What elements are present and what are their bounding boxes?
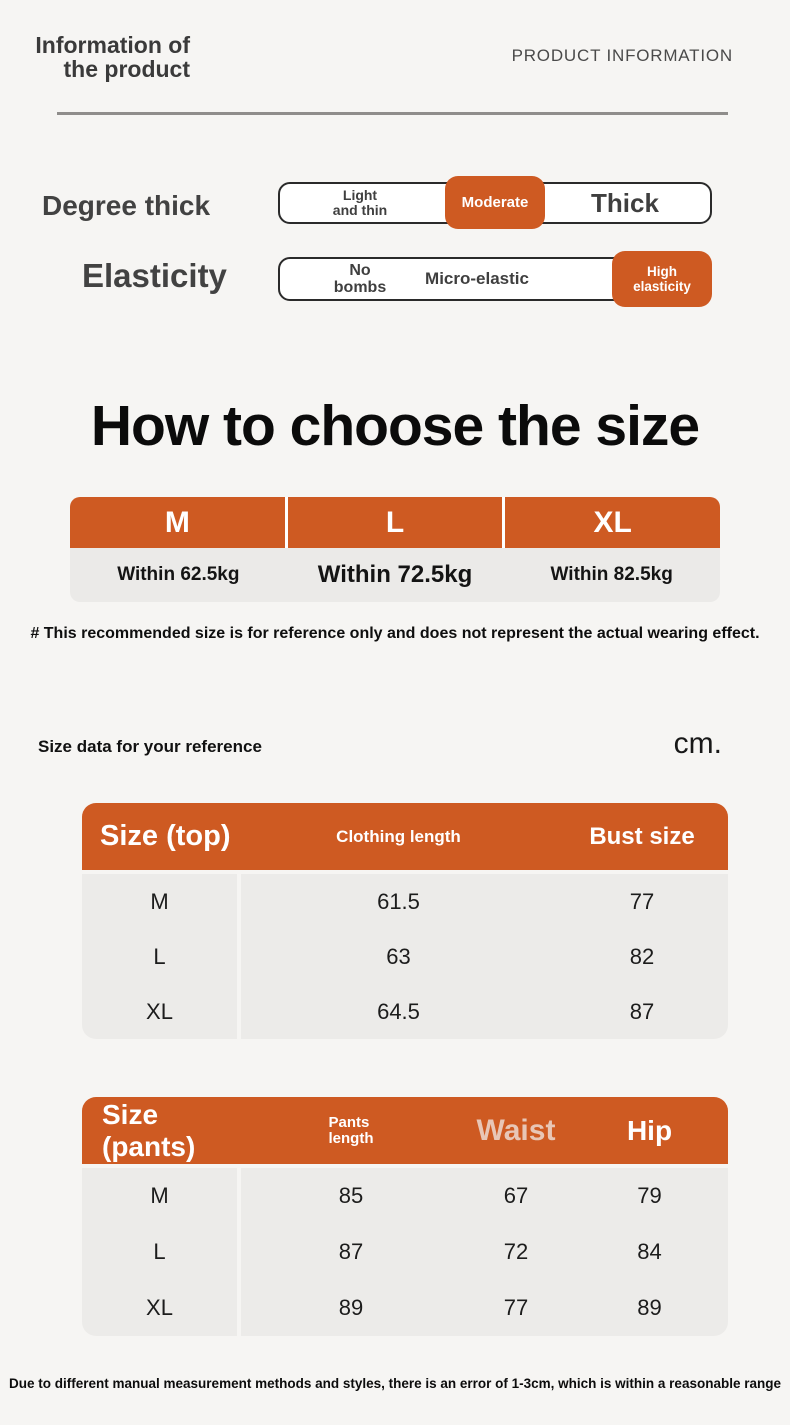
thickness-selected-moderate[interactable]: Moderate — [445, 176, 545, 229]
size-cell: L — [153, 1239, 166, 1264]
weight-value-l: Within 72.5kg — [317, 561, 473, 588]
hip-header: Hip — [626, 1114, 673, 1146]
page-title — [28, 33, 190, 81]
weight-size-table — [70, 497, 720, 602]
thickness-option-light-line1: Light — [342, 187, 378, 203]
elasticity-selected-high[interactable] — [612, 251, 712, 307]
size-cell: M — [150, 1183, 169, 1208]
weight-value-xl: Within 82.5kg — [550, 564, 673, 585]
length-cell: 89 — [338, 1295, 364, 1320]
thickness-option-thick[interactable]: Thick — [591, 187, 659, 218]
elasticity-label: Elasticity — [82, 257, 227, 294]
thickness-option-light[interactable] — [280, 184, 440, 222]
pants-length-header — [241, 1115, 461, 1147]
bust-size-header: Bust size — [589, 822, 695, 850]
bust-cell: 77 — [629, 888, 655, 914]
size-cell: XL — [146, 998, 173, 1024]
unit-label: cm. — [673, 727, 722, 760]
weight-header-xl: XL — [502, 497, 720, 548]
pants-length-header-line1: Pants — [328, 1113, 370, 1131]
pants-size-table — [82, 1097, 728, 1336]
pants-size-table-header — [82, 1097, 728, 1164]
bust-cell: 87 — [629, 998, 655, 1024]
weight-size-table-body — [70, 548, 720, 602]
pants-table-title: Size (pants) — [102, 1098, 196, 1162]
table-row — [82, 929, 728, 984]
pants-length-header-line2: length — [328, 1129, 374, 1147]
table-row — [82, 1280, 728, 1336]
table-row — [82, 1224, 728, 1280]
top-size-table-header — [82, 803, 728, 870]
weight-size-table-header — [70, 497, 720, 548]
waist-cell: 72 — [503, 1239, 529, 1264]
hip-cell: 79 — [637, 1183, 662, 1208]
length-cell: 63 — [386, 943, 411, 969]
thickness-option-light-line2: and thin — [332, 202, 388, 218]
elasticity-selected-line1: High — [646, 264, 677, 279]
length-cell: 85 — [338, 1183, 364, 1208]
hip-cell: 89 — [637, 1295, 662, 1320]
waist-cell: 67 — [503, 1183, 529, 1208]
length-cell: 64.5 — [377, 998, 420, 1024]
hip-cell: 84 — [637, 1239, 662, 1264]
size-cell: M — [150, 888, 169, 914]
size-disclaimer-note: # This recommended size is for reference only and does not represent the actual wearing effect. — [30, 625, 760, 642]
clothing-length-header: Clothing length — [336, 826, 461, 846]
waist-header: Waist — [476, 1113, 556, 1147]
thickness-label: Degree thick — [42, 190, 211, 221]
top-size-table-body — [82, 874, 728, 1039]
weight-header-m: M — [164, 505, 190, 539]
table-row — [82, 984, 728, 1039]
table-row — [82, 1168, 728, 1224]
weight-header-l: L — [285, 497, 503, 548]
page-title-line1: Information of — [35, 32, 190, 58]
elasticity-selected-line2: elasticity — [633, 279, 691, 294]
top-size-table — [82, 803, 728, 1039]
pants-size-table-body — [82, 1168, 728, 1336]
size-cell: L — [153, 943, 166, 969]
elasticity-option-nobombs-line2: bombs — [333, 279, 387, 296]
size-section-title: How to choose the size — [90, 394, 700, 458]
measurement-error-note: Due to different manual measurement methods and styles, there is an error of 1-3cm, which is within a reasonable range — [9, 1376, 781, 1391]
header-divider — [57, 112, 728, 115]
section-heading: PRODUCT INFORMATION — [511, 46, 733, 65]
length-cell: 87 — [338, 1239, 364, 1264]
bust-cell: 82 — [629, 943, 655, 969]
weight-value-m: Within 62.5kg — [117, 564, 240, 585]
size-cell: XL — [146, 1295, 173, 1320]
size-reference-label: Size data for your reference — [38, 737, 262, 756]
page-title-line2: the product — [63, 56, 190, 82]
waist-cell: 77 — [503, 1295, 529, 1320]
elasticity-option-micro[interactable]: Micro-elastic — [425, 269, 529, 288]
top-table-title: Size (top) — [100, 820, 231, 852]
length-cell: 61.5 — [377, 888, 420, 914]
table-row — [82, 874, 728, 929]
elasticity-option-nobombs-line1: No — [349, 262, 371, 279]
